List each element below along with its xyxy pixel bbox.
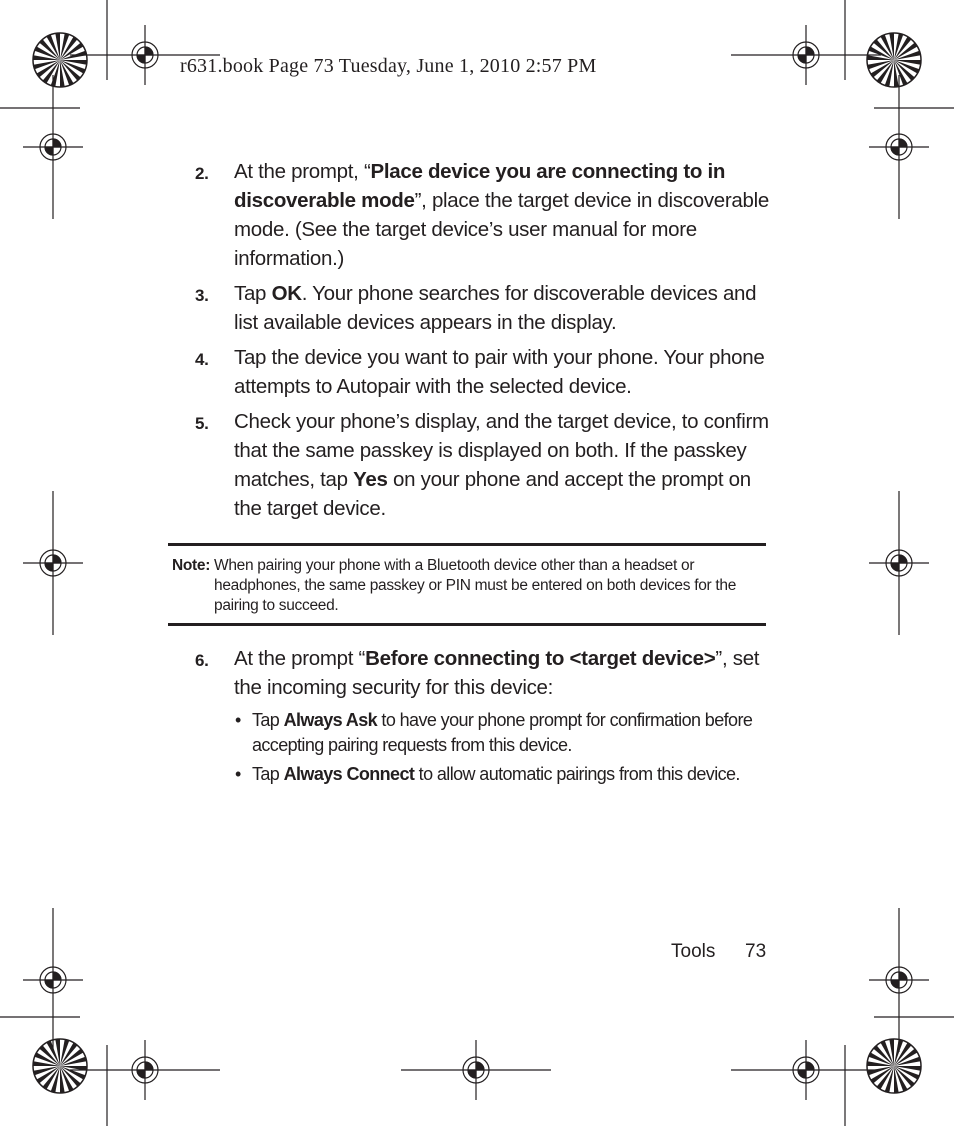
step-text: on your phone and accept the prompt on the target device. bbox=[234, 468, 751, 520]
crosshair-mark bbox=[869, 491, 929, 635]
step-item bbox=[195, 644, 775, 702]
bullet-list bbox=[233, 708, 753, 791]
bullet-item bbox=[233, 708, 753, 758]
bullet-text: Tap bbox=[252, 764, 284, 784]
bullet-text: Tap bbox=[252, 710, 284, 730]
crosshair-mark bbox=[869, 75, 929, 219]
note-box bbox=[168, 543, 766, 626]
crosshair-mark bbox=[23, 75, 83, 219]
bullet-text: to have your phone prompt for confirmation before accepting pairing requests from this device. bbox=[252, 710, 753, 755]
step-number: 6. bbox=[195, 651, 209, 670]
starburst-mark bbox=[867, 33, 921, 87]
crosshair-mark bbox=[731, 1040, 881, 1100]
bullet-item bbox=[233, 762, 753, 787]
step-item bbox=[195, 343, 775, 401]
print-header: r631.book Page 73 Tuesday, June 1, 2010 2:57 PM bbox=[180, 55, 597, 77]
step-text: At the prompt “ bbox=[234, 647, 366, 670]
bullet-text: to allow automatic pairings from this device. bbox=[414, 764, 740, 784]
step-number: 5. bbox=[195, 414, 209, 433]
step-prompt: Before connecting to <target device> bbox=[365, 647, 716, 670]
step-item bbox=[195, 279, 775, 337]
page-number: 73 bbox=[745, 941, 767, 962]
crosshair-mark bbox=[401, 1040, 551, 1100]
step-number: 2. bbox=[195, 164, 209, 183]
bullet-icon: • bbox=[235, 764, 241, 784]
bullet-option: Always Connect bbox=[283, 764, 415, 784]
note-label: Note: bbox=[172, 557, 211, 574]
crosshair-mark bbox=[23, 491, 83, 635]
step-text: Tap bbox=[234, 282, 272, 305]
crosshair-mark bbox=[23, 908, 83, 1052]
starburst-mark bbox=[33, 1039, 87, 1093]
step-text: ”, place the target device in discoverable mode. (See the target device’s user manual for more information.) bbox=[234, 189, 769, 270]
crosshair-mark bbox=[869, 908, 929, 1052]
steps-list bbox=[195, 157, 775, 523]
step-text: ”, set the incoming security for this device: bbox=[234, 647, 760, 699]
step-text: At the prompt, “ bbox=[234, 160, 371, 183]
note-text: When pairing your phone with a Bluetooth device other than a headset or headphones, the same passkey or PIN must be entered on both devices for the pairing to succeed. bbox=[214, 557, 737, 614]
crosshair-mark bbox=[731, 25, 881, 85]
bullet-option: Always Ask bbox=[283, 710, 378, 730]
step-item bbox=[195, 407, 775, 523]
step-text: . Your phone searches for discoverable devices and list available devices appears in the display. bbox=[234, 282, 757, 334]
step-text: Tap the device you want to pair with your phone. Your phone attempts to Autopair with the selected device. bbox=[234, 346, 765, 398]
bullet-icon: • bbox=[235, 710, 241, 730]
step-prompt: Place device you are connecting to in discoverable mode bbox=[234, 160, 726, 212]
step-number: 4. bbox=[195, 350, 209, 369]
note bbox=[172, 556, 764, 616]
step-six bbox=[195, 644, 775, 702]
step-text: Check your phone’s display, and the target device, to confirm that the same passkey is displayed on both. If the passkey matches, tap bbox=[234, 410, 769, 491]
step-item bbox=[195, 157, 775, 273]
step-key: Yes bbox=[353, 468, 388, 491]
step-key: OK bbox=[271, 282, 302, 305]
crosshair-mark bbox=[70, 1040, 220, 1100]
starburst-mark bbox=[867, 1039, 921, 1093]
footer-section: Tools bbox=[671, 941, 716, 962]
starburst-mark bbox=[33, 33, 87, 87]
step-number: 3. bbox=[195, 286, 209, 305]
